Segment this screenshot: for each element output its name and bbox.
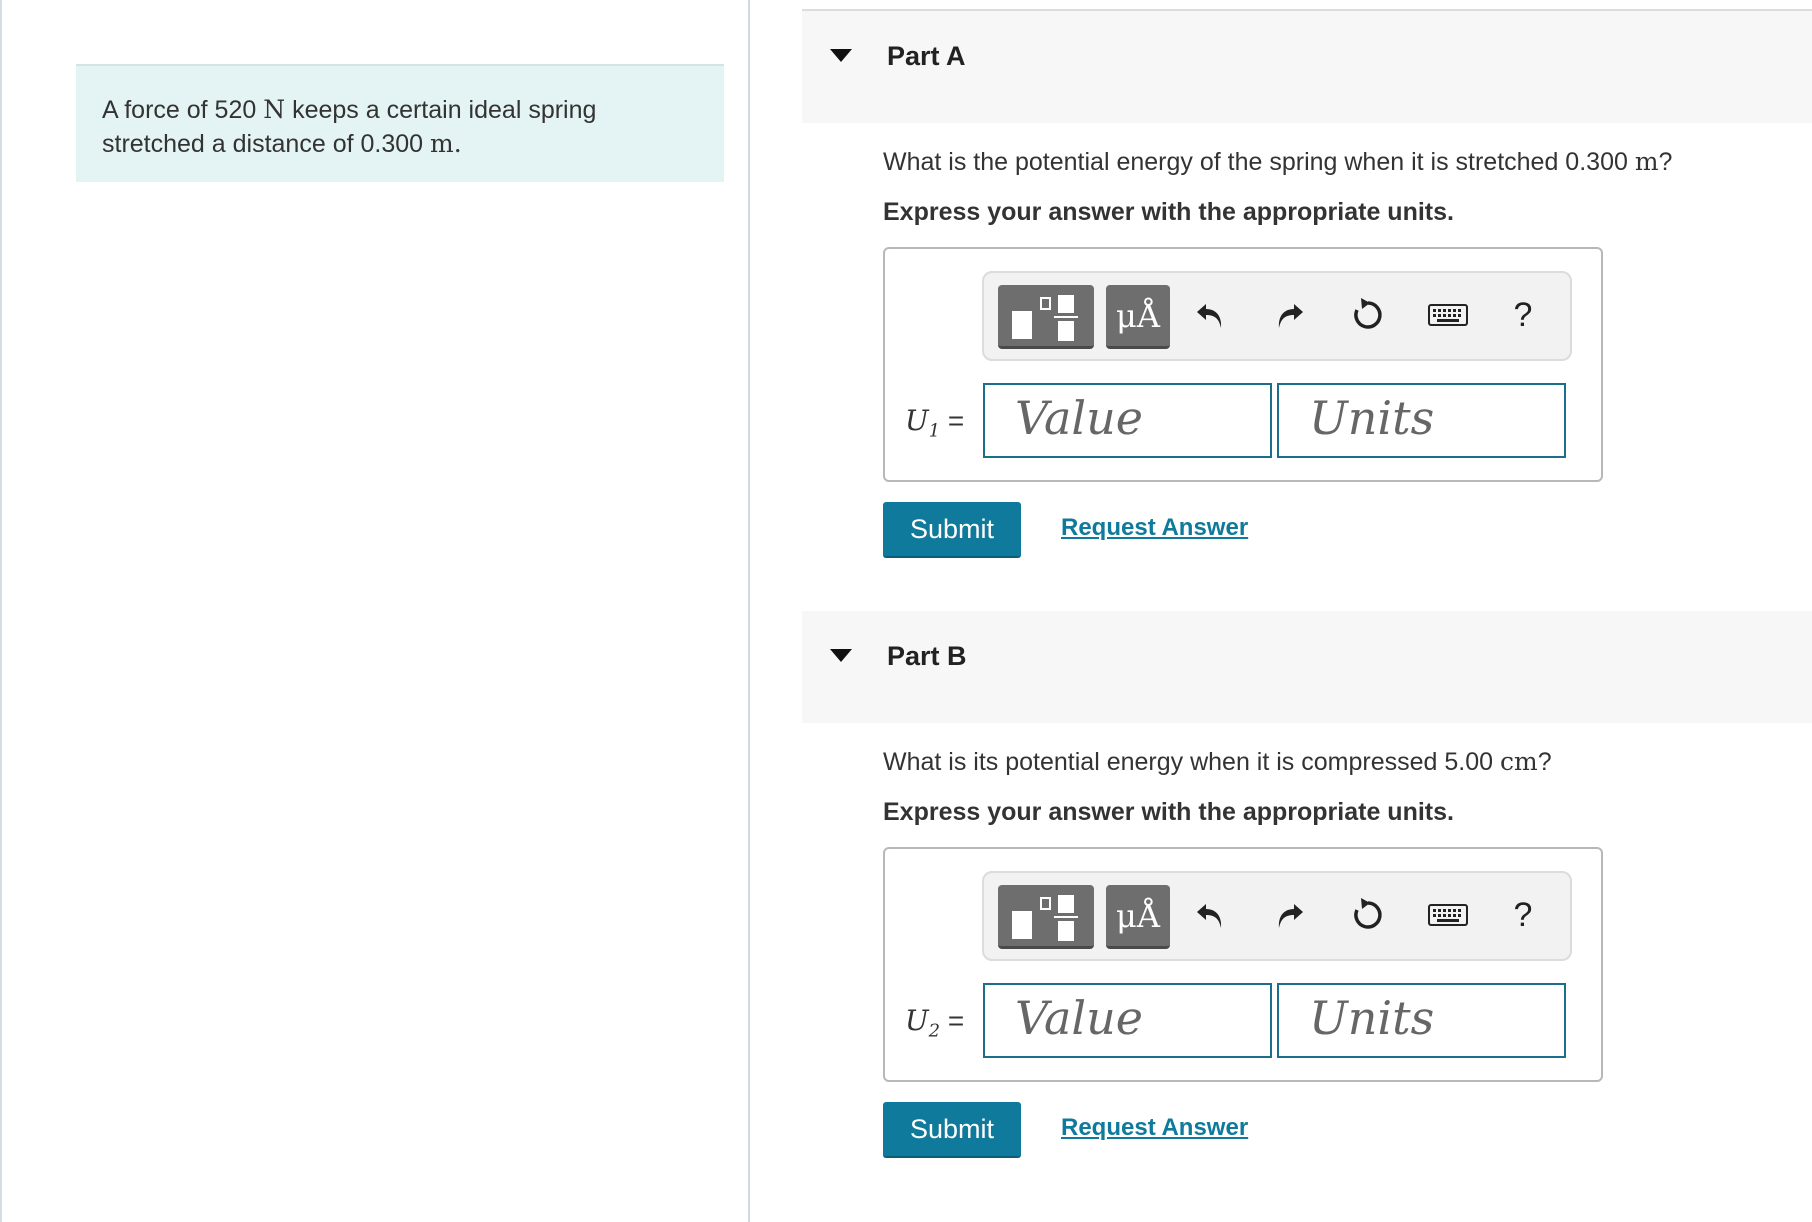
reset-icon[interactable] (1346, 893, 1390, 937)
question-mark: ? (1658, 148, 1673, 176)
problem-intro (76, 64, 724, 182)
question-text: What is its potential energy when it is compressed 5.00 (883, 748, 1494, 776)
templates-button[interactable] (998, 285, 1094, 349)
help-icon[interactable]: ? (1513, 295, 1533, 334)
problem-pane (0, 0, 750, 1222)
symbols-icon: μÅ (1116, 897, 1160, 935)
submit-button[interactable]: Submit (883, 1102, 1021, 1158)
distance-unit: m. (430, 129, 462, 158)
collapse-caret-icon[interactable] (830, 649, 852, 662)
units-input[interactable]: Units (1277, 383, 1566, 458)
intro-text-1: A force of 520 (102, 96, 257, 124)
intro-text-2: keeps a certain ideal spring stretched a distance of 0.300 (102, 96, 597, 158)
part-a-header[interactable] (802, 9, 1812, 123)
symbols-button[interactable] (1106, 885, 1170, 949)
units-input[interactable]: Units (1277, 983, 1566, 1058)
part-b-question (883, 747, 1552, 777)
request-answer-link[interactable]: Request Answer (1061, 514, 1249, 541)
value-input[interactable]: Value (983, 383, 1272, 458)
label-subscript: 2 (928, 1020, 941, 1042)
label-equals: = (940, 405, 965, 436)
request-answer-link[interactable]: Request Answer (1061, 1114, 1249, 1141)
help-icon[interactable]: ? (1513, 895, 1533, 934)
question-text: What is the potential energy of the spring when it is stretched 0.300 (883, 148, 1628, 176)
question-mark: ? (1537, 748, 1552, 776)
question-unit: cm (1499, 747, 1538, 776)
submit-button[interactable]: Submit (883, 502, 1021, 558)
reset-icon[interactable] (1346, 293, 1390, 337)
question-unit: m (1634, 147, 1659, 176)
collapse-caret-icon[interactable] (830, 49, 852, 62)
value-input[interactable]: Value (983, 983, 1272, 1058)
part-a-question (883, 147, 1672, 177)
undo-icon[interactable] (1189, 293, 1233, 337)
answer-label (905, 404, 964, 442)
redo-icon[interactable] (1267, 893, 1311, 937)
part-b-title: Part B (887, 641, 967, 671)
force-unit: N (263, 95, 286, 124)
label-equals: = (940, 1005, 965, 1036)
part-b-answer-box (883, 847, 1603, 1082)
keyboard-icon[interactable] (1426, 893, 1470, 937)
keyboard-icon[interactable] (1426, 293, 1470, 337)
redo-icon[interactable] (1267, 293, 1311, 337)
label-variable: U (905, 1004, 929, 1037)
label-variable: U (905, 404, 929, 437)
symbols-icon: μÅ (1116, 297, 1160, 335)
math-toolbar (982, 271, 1572, 361)
part-a-instruction: Express your answer with the appropriate units. (883, 198, 1454, 226)
symbols-button[interactable] (1106, 285, 1170, 349)
undo-icon[interactable] (1189, 893, 1233, 937)
part-b-instruction: Express your answer with the appropriate units. (883, 798, 1454, 826)
math-toolbar (982, 871, 1572, 961)
part-a-title: Part A (887, 41, 966, 71)
answer-label (905, 1004, 964, 1042)
label-subscript: 1 (928, 420, 941, 442)
templates-button[interactable] (998, 885, 1094, 949)
part-a-answer-box (883, 247, 1603, 482)
part-b-header[interactable] (802, 611, 1812, 723)
